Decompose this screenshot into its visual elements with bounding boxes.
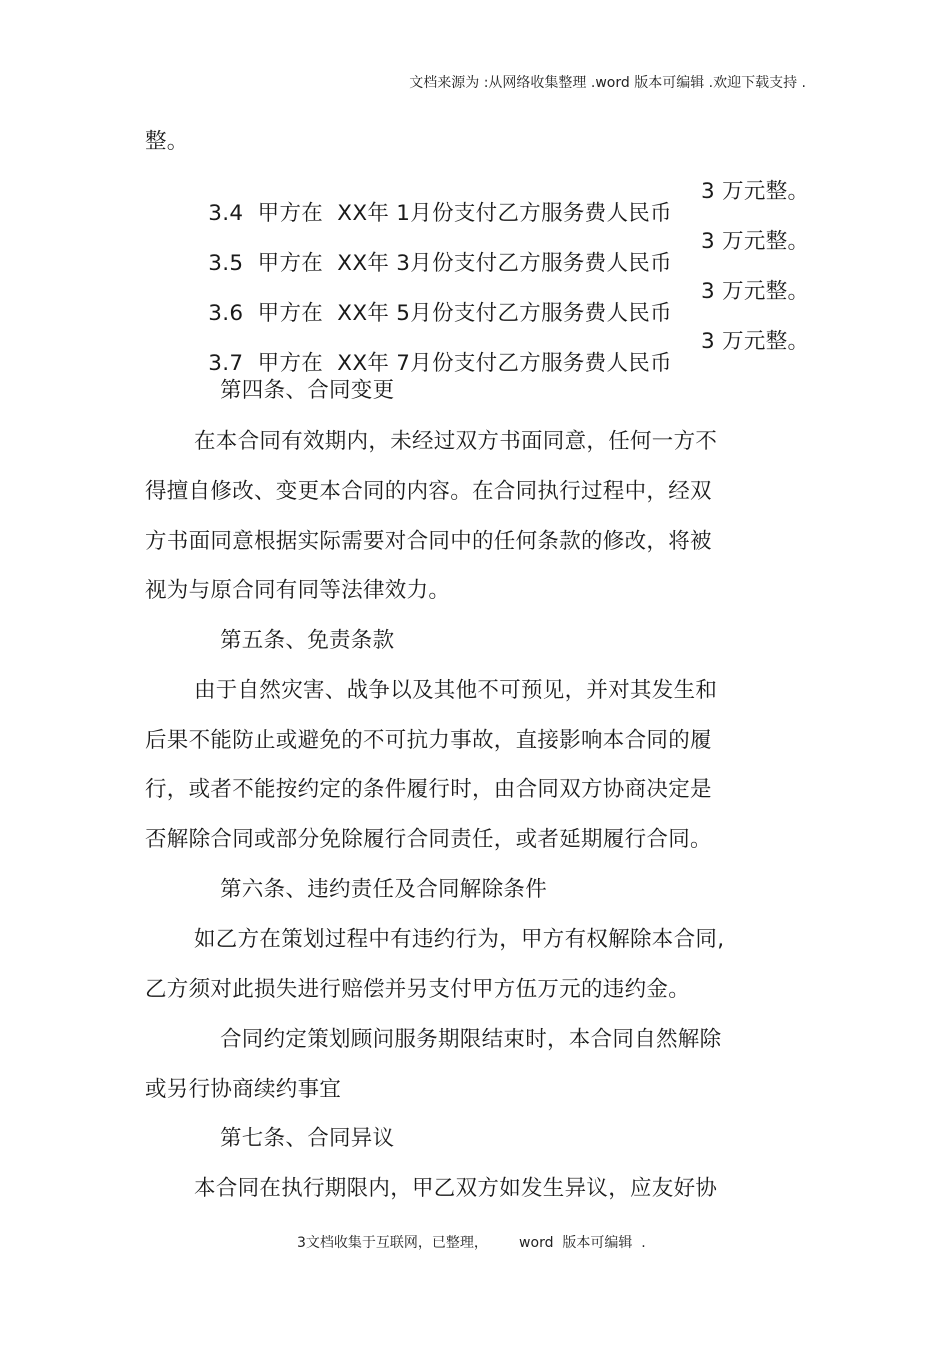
paragraph-line: 如乙方在策划过程中有违约行为，甲方有权解除本合同, bbox=[194, 927, 725, 952]
section-heading-6: 第六条、违约责任及合同解除条件 bbox=[220, 877, 548, 902]
payment-amount: 3 万元整。 bbox=[701, 179, 810, 204]
payment-amount: 3 万元整。 bbox=[701, 229, 810, 254]
payment-line bbox=[194, 329, 810, 376]
payment-amount: 3 万元整。 bbox=[701, 279, 810, 304]
payment-text: 3.7 甲方在 XX年 7月份支付乙方服务费人民币 bbox=[208, 350, 672, 376]
paragraph-line: 得擅自修改、变更本合同的内容。在合同执行过程中，经双 bbox=[145, 479, 712, 504]
payment-line bbox=[194, 279, 810, 326]
payment-line bbox=[194, 229, 810, 276]
paragraph-line: 后果不能防止或避免的不可抗力事故，直接影响本合同的履 bbox=[145, 728, 712, 753]
paragraph-line: 本合同在执行期限内，甲乙双方如发生异议，应友好协 bbox=[194, 1176, 718, 1201]
paragraph-line: 视为与原合同有同等法律效力。 bbox=[145, 578, 451, 603]
payment-line bbox=[194, 179, 810, 226]
paragraph-line: 或另行协商续约事宜 bbox=[145, 1077, 342, 1102]
paragraph-line: 由于自然灾害、战争以及其他不可预见，并对其发生和 bbox=[194, 678, 718, 703]
payment-text: 3.4 甲方在 XX年 1月份支付乙方服务费人民币 bbox=[208, 200, 672, 226]
paragraph-continuation: 整。 bbox=[145, 129, 189, 154]
paragraph-line: 乙方须对此损失进行赔偿并另支付甲方伍万元的违约金。 bbox=[145, 977, 691, 1002]
paragraph-line: 合同约定策划顾问服务期限结束时，本合同自然解除 bbox=[220, 1027, 722, 1052]
page-header: 文档来源为 :从网络收集整理 .word 版本可编辑 .欢迎下载支持 . bbox=[409, 75, 806, 91]
payment-text: 3.6 甲方在 XX年 5月份支付乙方服务费人民币 bbox=[208, 300, 672, 326]
paragraph-line: 否解除合同或部分免除履行合同责任，或者延期履行合同。 bbox=[145, 827, 712, 852]
section-heading-5: 第五条、免责条款 bbox=[220, 628, 395, 653]
section-heading-4: 第四条、合同变更 bbox=[220, 378, 395, 403]
paragraph-line: 方书面同意根据实际需要对合同中的任何条款的修改，将被 bbox=[145, 529, 712, 554]
paragraph-line: 在本合同有效期内，未经过双方书面同意，任何一方不 bbox=[194, 429, 718, 454]
payment-amount: 3 万元整。 bbox=[701, 329, 810, 354]
section-heading-7: 第七条、合同异议 bbox=[220, 1126, 395, 1151]
payment-text: 3.5 甲方在 XX年 3月份支付乙方服务费人民币 bbox=[208, 250, 672, 276]
page-footer: 3文档收集于互联网，已整理， word 版本可编辑 . bbox=[297, 1235, 646, 1251]
paragraph-line: 行，或者不能按约定的条件履行时，由合同双方协商决定是 bbox=[145, 777, 712, 802]
